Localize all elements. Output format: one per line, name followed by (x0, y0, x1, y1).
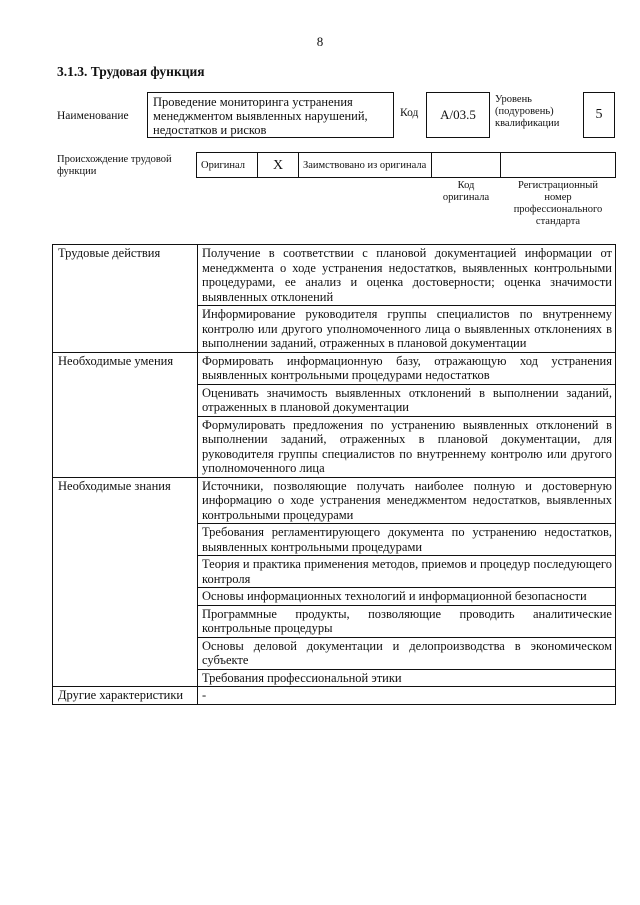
name-label: Наименование (57, 110, 129, 122)
section-title: 3.1.3. Трудовая функция (57, 64, 205, 79)
origin-label: Происхождение трудовой функции (57, 154, 172, 177)
category-cell: Трудовые действия (53, 245, 198, 353)
item-cell: Основы информационных технологий и информационной безопасности (198, 588, 616, 606)
item-cell: Требования профессиональной этики (198, 669, 616, 687)
item-cell: Формировать информационную базу, отражающую ход устранения выявленных контрольными процедурами недостатков (198, 352, 616, 384)
item-cell: Источники, позволяющие получать наиболее полную и достоверную информацию о ходе устранения менеджментом недостатков, выявленных контрольными процедурами (198, 477, 616, 524)
category-cell: Необходимые знания (53, 477, 198, 687)
labor-function-table (52, 244, 616, 705)
level-value-box: 5 (583, 92, 615, 138)
item-cell: Информирование руководителя группы специалистов по внутреннему контролю или другого уполномоченного лица о выявленных отклонениях в выполнении заданий, отраженных в плановой документации (198, 306, 616, 353)
table-row (53, 352, 616, 384)
item-cell: - (198, 687, 616, 705)
table-row (53, 477, 616, 524)
code-label: Код (400, 107, 419, 119)
item-cell: Требования регламентирующего документа по устранению недостатков, выявленных контрольными процедурами (198, 524, 616, 556)
original-mark: X (258, 153, 299, 178)
category-cell: Другие характеристики (53, 687, 198, 705)
item-cell: Теория и практика применения методов, приемов и процедур последующего контроля (198, 556, 616, 588)
level-label: Уровень (подуровень) квалификации (495, 94, 560, 129)
item-cell: Получение в соответствии с плановой документацией информации от менеджмента о ходе устранения недостатков, выявленных контрольными процедурами, ее анализ и оценка достоверности; оценка значимости выявленных отклонений (198, 245, 616, 306)
registration-caption: Регистрационный номер профессионального стандарта (513, 180, 603, 227)
code-value-box: А/03.5 (426, 92, 490, 138)
function-name-box: Проведение мониторинга устранения менеджментом выявленных нарушений, недостатков и рисков (147, 92, 394, 138)
item-cell: Программные продукты, позволяющие проводить аналитические контрольные процедуры (198, 605, 616, 637)
item-cell: Формулировать предложения по устранению выявленных отклонений в выполнении заданий, отраженных в плановой документации, для руководителя группы специалистов по внутреннему контролю или другого уполномоченного лица (198, 416, 616, 477)
original-code-cell (432, 153, 501, 178)
category-cell: Необходимые умения (53, 352, 198, 477)
page-number: 8 (316, 34, 324, 49)
table-row (53, 245, 616, 306)
item-cell: Основы деловой документации и делопроизводства в экономическом субъекте (198, 637, 616, 669)
original-label: Оригинал (197, 153, 258, 178)
origin-table (196, 152, 616, 178)
table-row (53, 687, 616, 705)
registration-number-cell (501, 153, 616, 178)
item-cell: Оценивать значимость выявленных отклонений в выполнении заданий, отраженных в плановой документации (198, 384, 616, 416)
code-caption: Код оригинала (442, 180, 490, 203)
borrowed-label: Заимствовано из оригинала (299, 153, 432, 178)
